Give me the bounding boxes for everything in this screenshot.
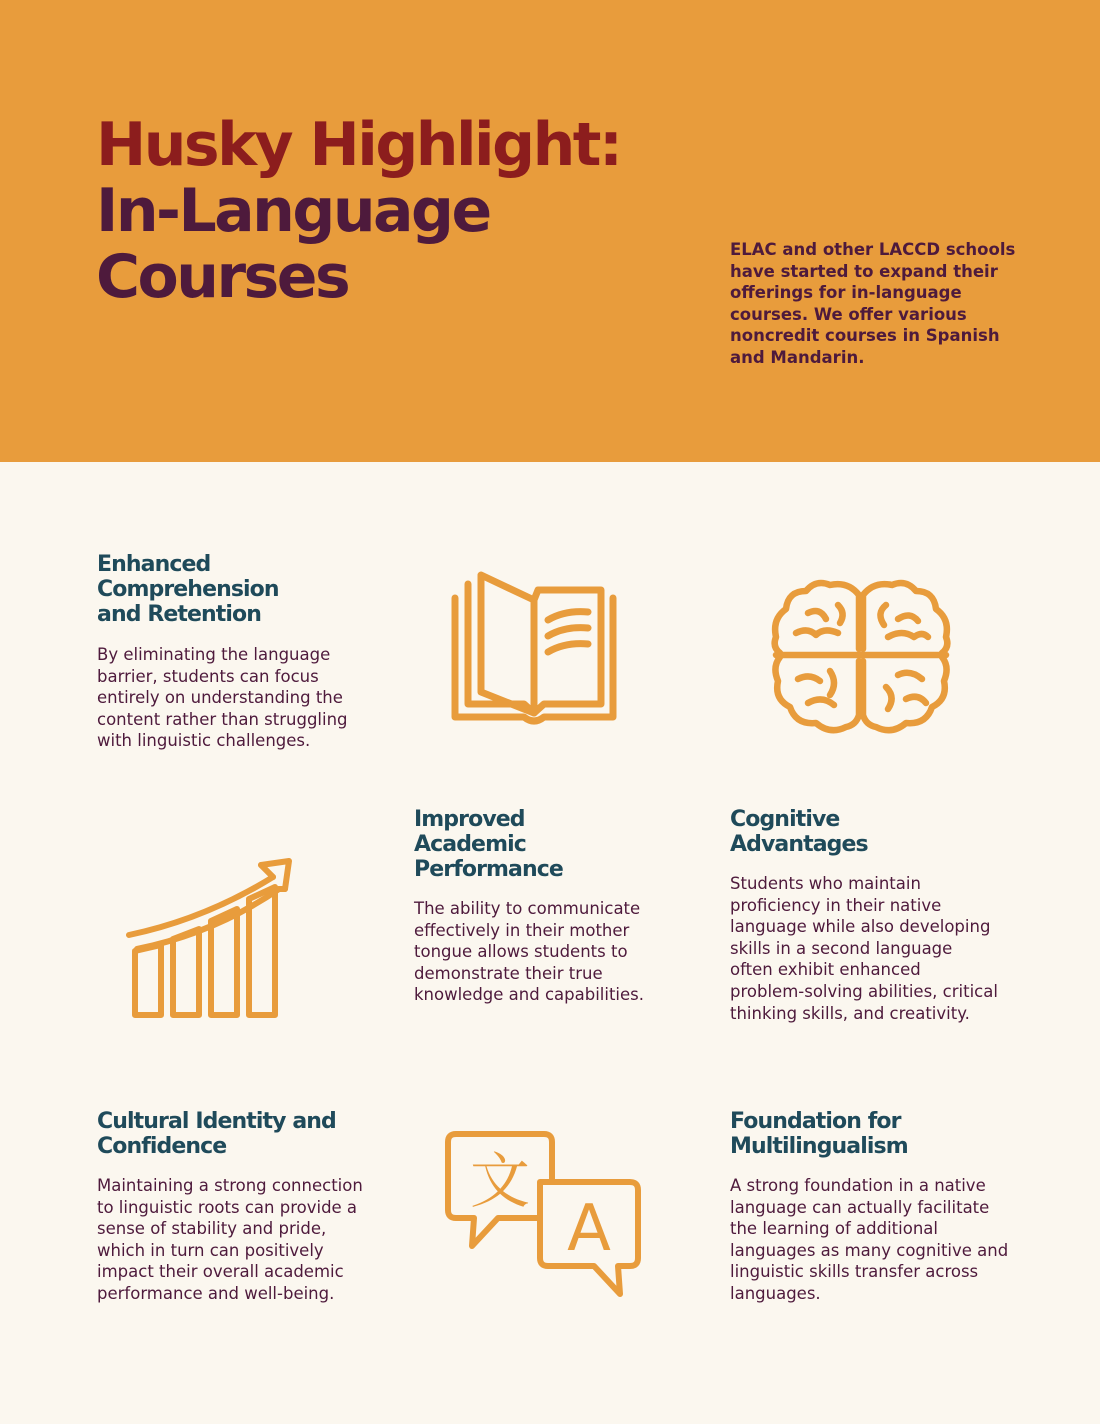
translate-glyph-left: 文	[470, 1147, 530, 1217]
section-multilingualism	[730, 1109, 1020, 1305]
brain-icon	[768, 575, 954, 737]
section-academic	[414, 807, 684, 1006]
section-cognitive	[730, 807, 1010, 1024]
section-cultural	[97, 1109, 387, 1305]
section-comprehension	[97, 552, 367, 752]
page-title-line-3: Courses	[96, 242, 349, 312]
page-title	[96, 112, 620, 310]
section-cultural-body: Maintaining a strong connection to linguistic roots can provide a sense of stability and pride, which in turn can positively impact their overall academic performance and well-being.	[97, 1176, 363, 1303]
growth-chart-icon	[125, 855, 297, 1023]
section-cognitive-body: Students who maintain proficiency in their native language while also developing skills in a second language often exhibit enhanced problem-solving abilities, critical thinking skills, and creativity.	[730, 874, 998, 1023]
section-comprehension-body: By eliminating the language barrier, students can focus entirely on understanding the content rather than struggling with linguistic challenges.	[97, 645, 348, 751]
page-title-line-2: In-Language	[96, 176, 490, 246]
intro-paragraph: ELAC and other LACCD schools have started to expand their offerings for in-language courses. We offer various noncredit courses in Spanish and Mandarin.	[730, 240, 1016, 367]
open-book-icon	[450, 570, 618, 728]
translate-glyph-right: A	[567, 1192, 611, 1266]
page-title-line-1: Husky Highlight:	[96, 110, 621, 180]
section-academic-body: The ability to communicate effectively in their mother tongue allows students to demonstrate their true knowledge and capabilities.	[414, 899, 645, 1005]
section-multilingualism-heading: Foundation for Multilingualism	[730, 1109, 908, 1159]
section-multilingualism-body: A strong foundation in a native language can actually facilitate the learning of additional languages as many cognitive and linguistic skills transfer across languages.	[730, 1176, 1009, 1303]
translate-icon	[444, 1130, 646, 1300]
section-cultural-heading: Cultural Identity and Confidence	[97, 1109, 336, 1159]
section-academic-heading: Improved Academic Performance	[414, 807, 563, 882]
section-comprehension-heading: Enhanced Comprehension and Retention	[97, 552, 279, 627]
section-cognitive-heading: Cognitive Advantages	[730, 807, 868, 857]
